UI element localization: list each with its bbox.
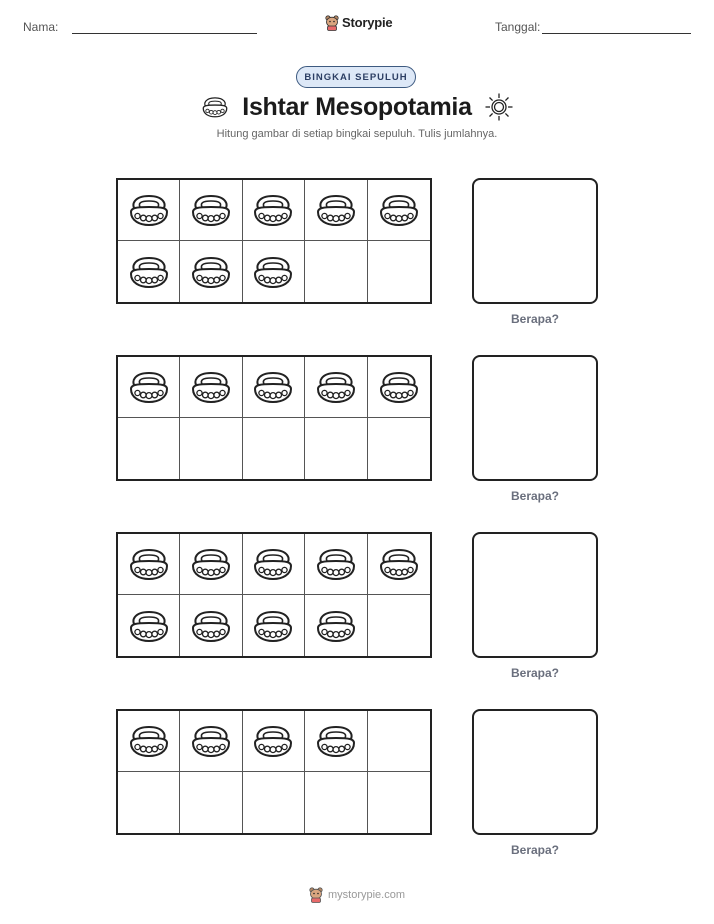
answer-prompt-2: Berapa? bbox=[510, 489, 560, 503]
bracelet-icon bbox=[200, 95, 230, 119]
frame-cell bbox=[368, 772, 430, 833]
bracelet-icon bbox=[188, 723, 234, 759]
frame-cell bbox=[305, 357, 367, 418]
bracelet-icon bbox=[250, 192, 296, 228]
bracelet-icon bbox=[250, 608, 296, 644]
ten-frame-2 bbox=[116, 355, 432, 481]
frame-cell bbox=[118, 534, 180, 595]
frame-cell bbox=[243, 241, 305, 302]
bracelet-icon bbox=[313, 369, 359, 405]
frame-cell bbox=[118, 595, 180, 656]
bracelet-icon bbox=[126, 369, 172, 405]
frame-cell bbox=[180, 357, 242, 418]
frame-cell bbox=[305, 534, 367, 595]
frame-cell bbox=[118, 357, 180, 418]
frame-cell bbox=[368, 180, 430, 241]
bracelet-icon bbox=[250, 723, 296, 759]
frame-cell bbox=[243, 534, 305, 595]
frame-cell bbox=[305, 241, 367, 302]
frame-cell bbox=[368, 357, 430, 418]
frame-cell bbox=[118, 711, 180, 772]
frame-cell bbox=[118, 418, 180, 479]
instructions: Hitung gambar di setiap bingkai sepuluh. Tulis jumlahnya. bbox=[216, 128, 498, 140]
frame-cell bbox=[305, 711, 367, 772]
frame-cell bbox=[180, 180, 242, 241]
frame-cell bbox=[243, 357, 305, 418]
frame-cell bbox=[243, 595, 305, 656]
answer-box-3[interactable] bbox=[472, 532, 598, 658]
frame-cell bbox=[305, 595, 367, 656]
bracelet-icon bbox=[313, 723, 359, 759]
bracelet-icon bbox=[126, 254, 172, 290]
bracelet-icon bbox=[126, 608, 172, 644]
frame-cell bbox=[243, 418, 305, 479]
frame-cell bbox=[180, 418, 242, 479]
answer-prompt-1: Berapa? bbox=[510, 312, 560, 326]
answer-box-4[interactable] bbox=[472, 709, 598, 835]
answer-box-1[interactable] bbox=[472, 178, 598, 304]
frame-cell bbox=[118, 241, 180, 302]
frame-cell bbox=[180, 711, 242, 772]
answer-prompt-3: Berapa? bbox=[510, 666, 560, 680]
frame-cell bbox=[118, 180, 180, 241]
frame-cell bbox=[305, 180, 367, 241]
logo bbox=[325, 14, 392, 31]
bracelet-icon bbox=[376, 546, 422, 582]
frame-cell bbox=[368, 241, 430, 302]
date-label: Tanggal: bbox=[495, 20, 541, 34]
footer-url: mystorypie.com bbox=[327, 888, 406, 901]
page-title: Ishtar Mesopotamia bbox=[242, 92, 472, 121]
ten-frame-4 bbox=[116, 709, 432, 835]
frame-cell bbox=[368, 711, 430, 772]
bracelet-icon bbox=[250, 369, 296, 405]
frame-cell bbox=[368, 418, 430, 479]
name-line[interactable] bbox=[72, 33, 257, 34]
frame-cell bbox=[243, 772, 305, 833]
bracelet-icon bbox=[313, 192, 359, 228]
bracelet-icon bbox=[376, 192, 422, 228]
frame-cell bbox=[305, 772, 367, 833]
bracelet-icon bbox=[126, 723, 172, 759]
name-label: Nama: bbox=[23, 20, 59, 34]
ten-frame-1 bbox=[116, 178, 432, 304]
answer-prompt-4: Berapa? bbox=[510, 843, 560, 857]
date-line[interactable] bbox=[542, 33, 691, 34]
frame-cell bbox=[305, 418, 367, 479]
bracelet-icon bbox=[376, 369, 422, 405]
bracelet-icon bbox=[188, 546, 234, 582]
frame-cell bbox=[243, 711, 305, 772]
bracelet-icon bbox=[188, 369, 234, 405]
bracelet-icon bbox=[250, 546, 296, 582]
bracelet-icon bbox=[313, 546, 359, 582]
title-row bbox=[0, 92, 714, 122]
frame-cell bbox=[180, 241, 242, 302]
bracelet-icon bbox=[126, 546, 172, 582]
bracelet-icon bbox=[126, 192, 172, 228]
mascot-icon bbox=[325, 14, 339, 31]
footer bbox=[0, 886, 714, 903]
frame-cell bbox=[180, 772, 242, 833]
bracelet-icon bbox=[188, 254, 234, 290]
sun-icon bbox=[484, 92, 514, 122]
frame-cell bbox=[368, 534, 430, 595]
frame-cell bbox=[180, 534, 242, 595]
worksheet-badge: BINGKAI SEPULUH bbox=[296, 66, 416, 88]
frame-cell bbox=[118, 772, 180, 833]
frame-cell bbox=[243, 180, 305, 241]
answer-box-2[interactable] bbox=[472, 355, 598, 481]
frame-cell bbox=[368, 595, 430, 656]
ten-frame-3 bbox=[116, 532, 432, 658]
bracelet-icon bbox=[188, 608, 234, 644]
logo-text: Storypie bbox=[342, 15, 393, 30]
bracelet-icon bbox=[250, 254, 296, 290]
frame-cell bbox=[180, 595, 242, 656]
bracelet-icon bbox=[313, 608, 359, 644]
bracelet-icon bbox=[188, 192, 234, 228]
mascot-icon bbox=[309, 886, 323, 903]
